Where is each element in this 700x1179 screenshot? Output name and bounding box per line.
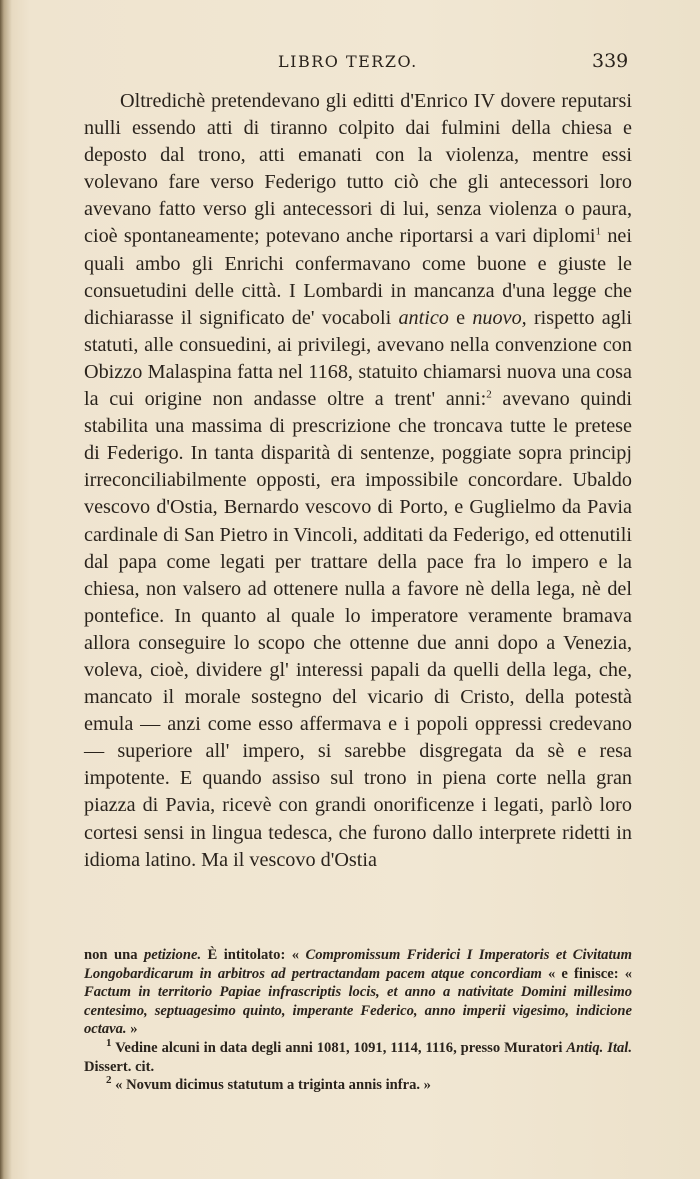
footnote-2 [84,1076,632,1095]
page-header [0,52,700,78]
footnote-citation: Antiq. Ital. [566,1039,632,1056]
text-run: non una [84,947,144,963]
italic-run: nuovo, [472,306,527,329]
main-text [84,88,632,874]
text-run: avevano quindi stabilita una massima di prescrizione che troncava tutte le pretese di Federigo. In tanta disparità di sentenze, poggiate sopra principj irreconciliabilmente opposti, era impossibile concordare. Ubaldo vescovo d'Ostia, Bernardo vescovo di Porto, e Guglielmo da Pavia cardinale di San Pietro in Vincoli, additati da Federigo, ed ottenutili dal papa come legati per trattare della pace fra lo impero e la chiesa, non valsero ad ottenere nulla a favore nè della lega, nè del pontefice. In quanto al quale lo imperatore veramente bramava allora conseguire lo scopo che ottenne due anni dopo a Venezia, voleva, cioè, dividere gl' interessi papali da quelli della lega, che, mancato il morale sostegno del vicario di Cristo, della potestà emula — anzi come esso affermava e i popoli oppressi credevano — superiore all' impero, si sarebbe disgregata da sè e resa impotente. E quando assiso sul trono in piena corte nella gran piazza di Pavia, ricevè con grandi onorificenze i legati, parlò loro cortesi sensi in lingua tedesca, che furono dallo interprete ridetti in idioma latino. Ma il vescovo d'Ostia [84,388,632,871]
footnote-text: Vedine alcuni in data degli anni 1081, 1091, 1114, 1116, presso Muratori [115,1039,567,1056]
text-run: Oltredichè pretendevano gli editti d'Enrico IV dovere reputarsi nulli essendo atti di tiranno colpito dai fulmini della chiesa e deposto dal trono, atti emanati con la violenza, mentre essi volevano fare verso Federigo tutto ciò che gli antecessori loro avevano fatto verso gli antecessori di lui, senza violenza o paura, cioè spontaneamente; potevano anche riportarsi a vari diplomi [84,90,632,248]
footnotes [84,946,632,1095]
italic-run: petizione. [143,947,202,963]
footnote-marker: 2 [106,1074,112,1087]
footnote-continuation [84,946,632,1039]
text-run: e [448,306,473,329]
footnote-reference: 2 [486,388,492,401]
text-run: nei quali ambo gli Enrichi confermavano come buone e giuste le consuetudini delle città. I Lombardi in mancanza d'una legge che dichiarasse il significato de' vocaboli [84,225,633,329]
footnote-text-tail: Dissert. cit. [84,1058,155,1075]
italic-run: Factum in territorio Papiae infrascriptis locis, et anno a nativitate Domini millesimo centesimo, septuagesimo quinto, imperante Federico, anno imperii vigesimo, indicione octava. [84,984,632,1038]
footnote-reference: 1 [595,225,602,238]
running-title: LIBRO TERZO. [278,52,418,71]
italic-run: antico [398,306,449,329]
text-run: « e finisce: « [541,965,632,982]
footnote-text: « Novum dicimus statutum a triginta annis infra. » [115,1077,431,1094]
text-run: » [126,1021,138,1038]
italic-run: Compromissum Friderici I Imperatoris et Civitatum Longobardicarum in arbitros ad pertractandam pacem atque concordiam [84,947,632,982]
text-run: È intitolato: « [201,947,306,963]
text-run: rispetto agli statuti, alle consuedini, ai privilegi, avevano nella convenzione con Obizzo Malaspina fatta nel 1168, statuito chiamarsi nuova una cosa la cui origine non andasse oltre a trent' anni: [84,306,632,411]
page-number: 339 [592,50,629,72]
footnote-marker: 1 [106,1037,112,1050]
footnote-1 [84,1039,632,1076]
